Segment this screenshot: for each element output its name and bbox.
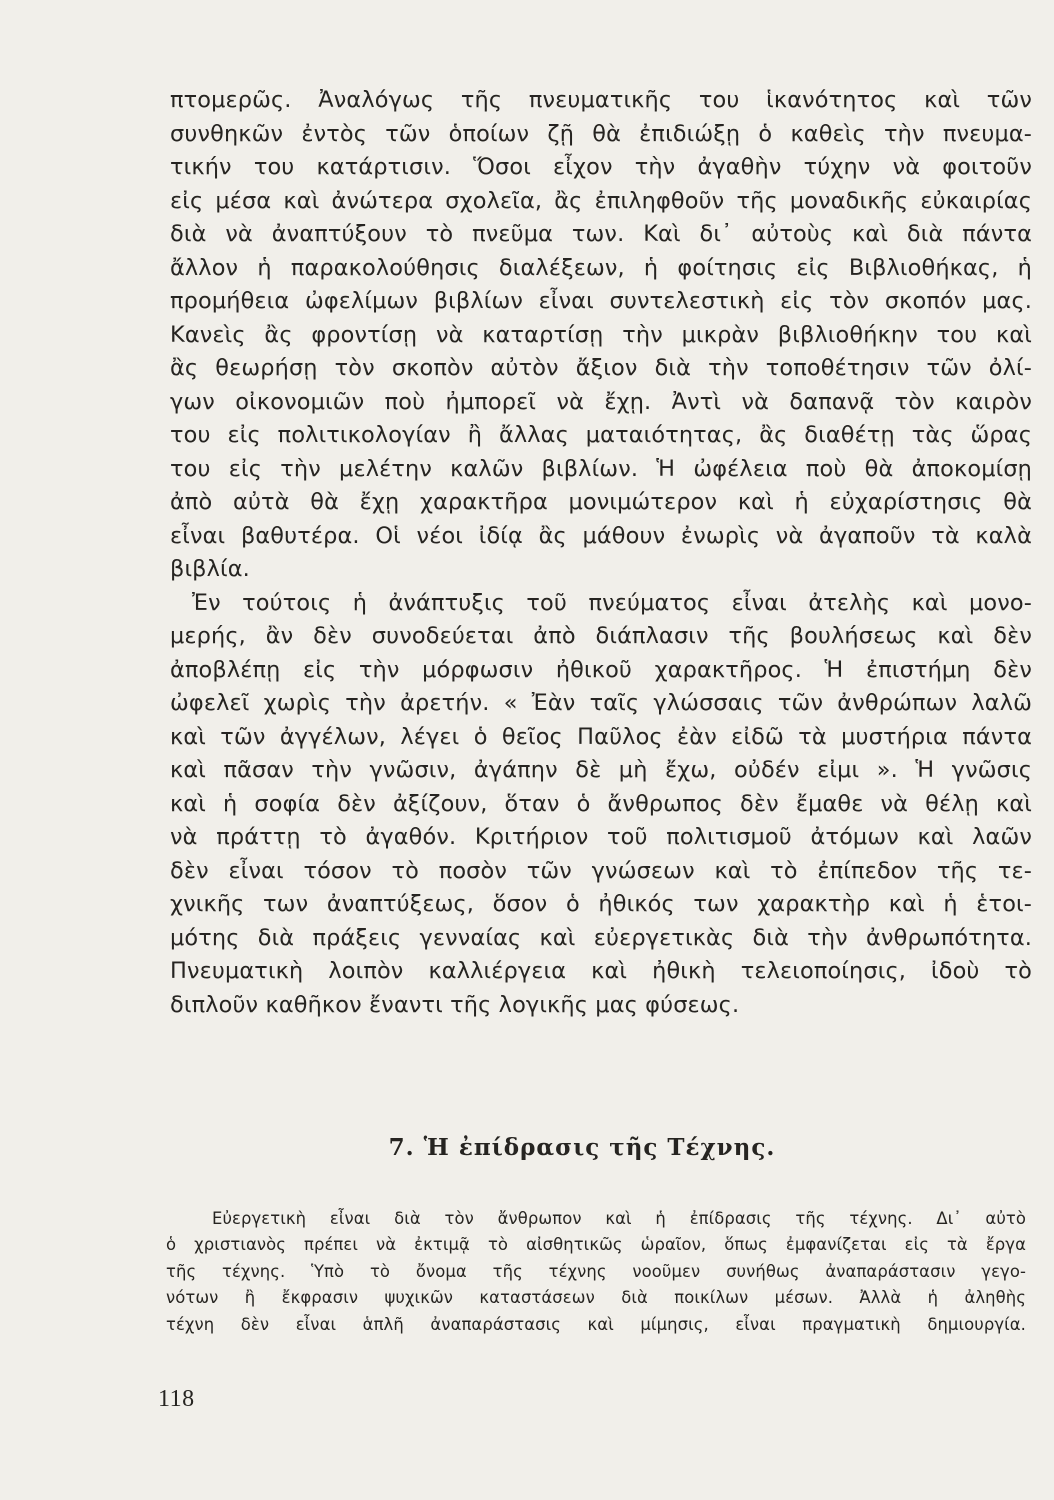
text-line: προμήθεια ὠφελίμων βιβλίων εἶναι συντελεστικὴ εἰς τὸν σκοπόν μας. xyxy=(170,288,1032,314)
text-line: διὰ νὰ ἀναπτύξουν τὸ πνεῦμα των. Καὶ δι᾽ αὐτοὺς καὶ διὰ πάντα xyxy=(170,221,1032,247)
text-line: βιβλία. xyxy=(170,556,250,582)
text-line: τικήν του κατάρτισιν. Ὅσοι εἶχον τὴν ἀγαθὴν τύχην νὰ φοιτοῦν xyxy=(170,154,1032,180)
text-line: ἂς θεωρήσῃ τὸν σκοπὸν αὐτὸν ἄξιον διὰ τὴν τοποθέτησιν τῶν ὀλί- xyxy=(170,355,1032,381)
section-text xyxy=(166,1206,1026,1338)
text-line: του εἰς πολιτικολογίαν ἢ ἄλλας ματαιότητας, ἂς διαθέτῃ τὰς ὥρας xyxy=(170,422,1032,448)
text-line: ὠφελεῖ χωρὶς τὴν ἀρετήν. « Ἐὰν ταῖς γλώσσαις τῶν ἀνθρώπων λαλῶ xyxy=(170,690,1032,716)
text-line: διπλοῦν καθῆκον ἔναντι τῆς λογικῆς μας φύσεως. xyxy=(170,991,740,1018)
text-line: τέχνη δὲν εἶναι ἁπλῆ ἀναπαράστασις καὶ μίμησις, εἶναι πραγματικὴ δημιουργία. xyxy=(166,1314,1026,1334)
text-line: γων οἰκονομιῶν ποὺ ἠμπορεῖ νὰ ἔχῃ. Ἀντὶ νὰ δαπανᾷ τὸν καιρὸν xyxy=(170,388,1032,415)
text-line: μερής, ἂν δὲν συνοδεύεται ἀπὸ διάπλασιν τῆς βουλήσεως καὶ δὲν xyxy=(170,623,1032,649)
text-line: Πνευματικὴ λοιπὸν καλλιέργεια καὶ ἠθικὴ τελειοποίησις, ἰδοὺ τὸ xyxy=(170,958,1032,984)
text-line: Ἐν τούτοις ἡ ἀνάπτυξις τοῦ πνεύματος εἶναι ἀτελὴς καὶ μονο- xyxy=(192,589,1032,616)
text-line: καὶ ἡ σοφία δὲν ἀξίζουν, ὅταν ὁ ἄνθρωπος δὲν ἔμαθε νὰ θέλῃ καὶ xyxy=(170,790,1032,817)
main-text xyxy=(170,84,1032,1022)
page-number: 118 xyxy=(158,1386,195,1412)
text-line: καὶ τῶν ἀγγέλων, λέγει ὁ θεῖος Παῦλος ἐὰν εἰδῶ τὰ μυστήρια πάντα xyxy=(170,723,1032,750)
text-line: συνθηκῶν ἐντὸς τῶν ὁποίων ζῇ θὰ ἐπιδιώξῃ ὁ καθεὶς τὴν πνευμα- xyxy=(170,120,1032,147)
text-line: εἰς μέσα καὶ ἀνώτερα σχολεῖα, ἂς ἐπιληφθοῦν τῆς μοναδικῆς εὐκαιρίας xyxy=(170,187,1032,214)
text-line: νὰ πράττῃ τὸ ἀγαθόν. Κριτήριον τοῦ πολιτισμοῦ ἀτόμων καὶ λαῶν xyxy=(170,824,1032,850)
text-line: μότης διὰ πράξεις γενναίας καὶ εὐεργετικὰς διὰ τὴν ἀνθρωπότητα. xyxy=(170,924,1032,951)
text-line: δὲν εἶναι τόσον τὸ ποσὸν τῶν γνώσεων καὶ τὸ ἐπίπεδον τῆς τε- xyxy=(170,857,1032,884)
text-line: Κανεὶς ἂς φροντίσῃ νὰ καταρτίσῃ τὴν μικρὰν βιβλιοθήκην του καὶ xyxy=(170,321,1032,348)
text-line: ὁ χριστιανὸς πρέπει νὰ ἐκτιμᾷ τὸ αἰσθητικῶς ὡραῖον, ὅπως ἐμφανίζεται εἰς τὰ ἔργα xyxy=(166,1235,1026,1255)
text-line: πτομερῶς. Ἀναλόγως τῆς πνευματικῆς του ἱκανότητος καὶ τῶν xyxy=(170,87,1032,113)
text-line: καὶ πᾶσαν τὴν γνῶσιν, ἀγάπην δὲ μὴ ἔχω, οὐδέν εἰμι ». Ἡ γνῶσις xyxy=(170,757,1032,783)
text-line: χνικῆς των ἀναπτύξεως, ὅσον ὁ ἠθικός των χαρακτὴρ καὶ ἡ ἑτοι- xyxy=(170,891,1032,917)
text-line: του εἰς τὴν μελέτην καλῶν βιβλίων. Ἡ ὠφέλεια ποὺ θὰ ἀποκομίσῃ xyxy=(170,455,1032,482)
text-line: ἄλλον ἡ παρακολούθησις διαλέξεων, ἡ φοίτησις εἰς Βιβλιοθήκας, ἡ xyxy=(170,254,1032,281)
text-line: τῆς τέχνης. Ὑπὸ τὸ ὄνομα τῆς τέχνης νοοῦμεν συνήθως ἀναπαράστασιν γεγο- xyxy=(166,1261,1026,1281)
text-line: εἶναι βαθυτέρα. Οἱ νέοι ἰδίᾳ ἂς μάθουν ἐνωρὶς νὰ ἀγαποῦν τὰ καλὰ xyxy=(170,522,1032,549)
text-line: νότων ἢ ἔκφρασιν ψυχικῶν καταστάσεων διὰ ποικίλων μέσων. Ἀλλὰ ἡ ἀληθὴς xyxy=(166,1288,1026,1308)
section-heading: 7. Ἡ ἐπίδρασις τῆς Τέχνης. xyxy=(388,1134,776,1161)
text-line: Εὐεργετικὴ εἶναι διὰ τὸν ἄνθρωπον καὶ ἡ ἐπίδρασις τῆς τέχνης. Δι᾽ αὐτὸ xyxy=(212,1209,1026,1228)
text-line: ἀπὸ αὐτὰ θὰ ἔχῃ χαρακτῆρα μονιμώτερον καὶ ἡ εὐχαρίστησις θὰ xyxy=(170,489,1032,515)
text-line: ἀποβλέπῃ εἰς τὴν μόρφωσιν ἠθικοῦ χαρακτῆρος. Ἡ ἐπιστήμη δὲν xyxy=(170,656,1032,683)
